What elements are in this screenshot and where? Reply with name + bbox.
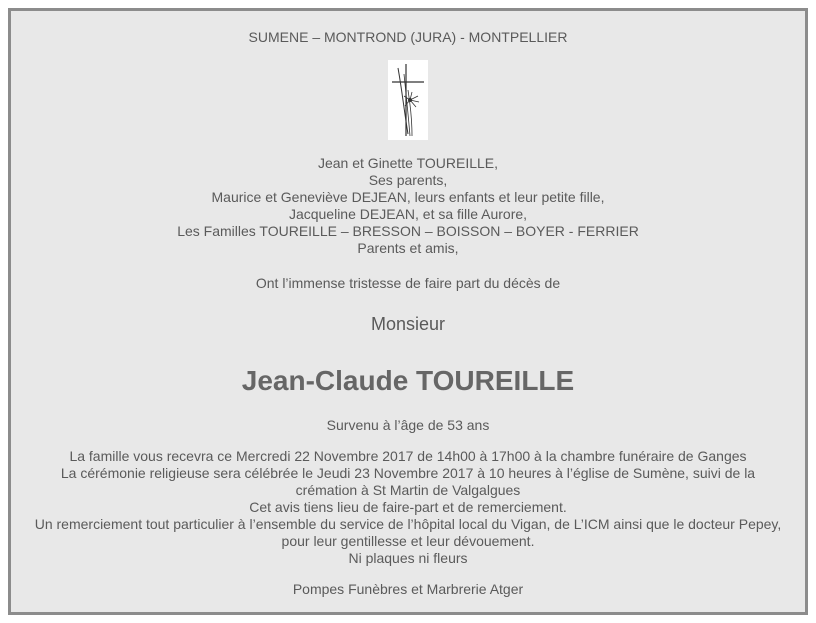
family-line: Jean et Ginette TOUREILLE, (317, 155, 499, 171)
details (31, 448, 785, 567)
family-list (11, 155, 805, 257)
notice-header: SUMENE – MONTROND (JURA) - MONTPELLIER (248, 29, 568, 45)
deceased-name: Jean-Claude TOUREILLE (241, 365, 575, 396)
family-line: Maurice et Geneviève DEJEAN, leurs enfants et leur petite fille, (211, 189, 605, 205)
family-line: Ses parents, (368, 172, 448, 188)
age-line: Survenu à l’âge de 53 ans (326, 417, 490, 433)
family-line: Jacqueline DEJEAN, et sa fille Aurore, (288, 206, 528, 222)
thanks-text: Un remerciement tout particulier à l’ensemble du service de l’hôpital local du Vigan, de L’ICM ainsi que le docteur Pepey, pour leur gentillesse et leur dévouement. (34, 516, 782, 549)
honorific: Monsieur (370, 314, 446, 334)
notice-note: Cet avis tiens lieu de faire-part et de remerciement. (249, 499, 567, 515)
funeral-home: Pompes Funèbres et Marbrerie Atger (292, 581, 524, 597)
cross-with-lily-icon (388, 60, 428, 140)
announcement: Ont l’immense tristesse de faire part du décès de (255, 275, 561, 291)
family-line: Parents et amis, (357, 240, 459, 256)
family-line: Les Familles TOUREILLE – BRESSON – BOISSON – BOYER - FERRIER (177, 223, 639, 239)
visitation-text: La famille vous recevra ce Mercredi 22 Novembre 2017 de 14h00 à 17h00 à la chambre funéraire de Ganges (69, 448, 747, 464)
ceremony-text: La cérémonie religieuse sera célébrée le Jeudi 23 Novembre 2017 à 10 heures à l’église de Sumène, suivi de la crémation à St Martin de Valgalgues (60, 465, 756, 498)
flowers-text: Ni plaques ni fleurs (348, 550, 468, 566)
obituary-notice (8, 8, 808, 615)
